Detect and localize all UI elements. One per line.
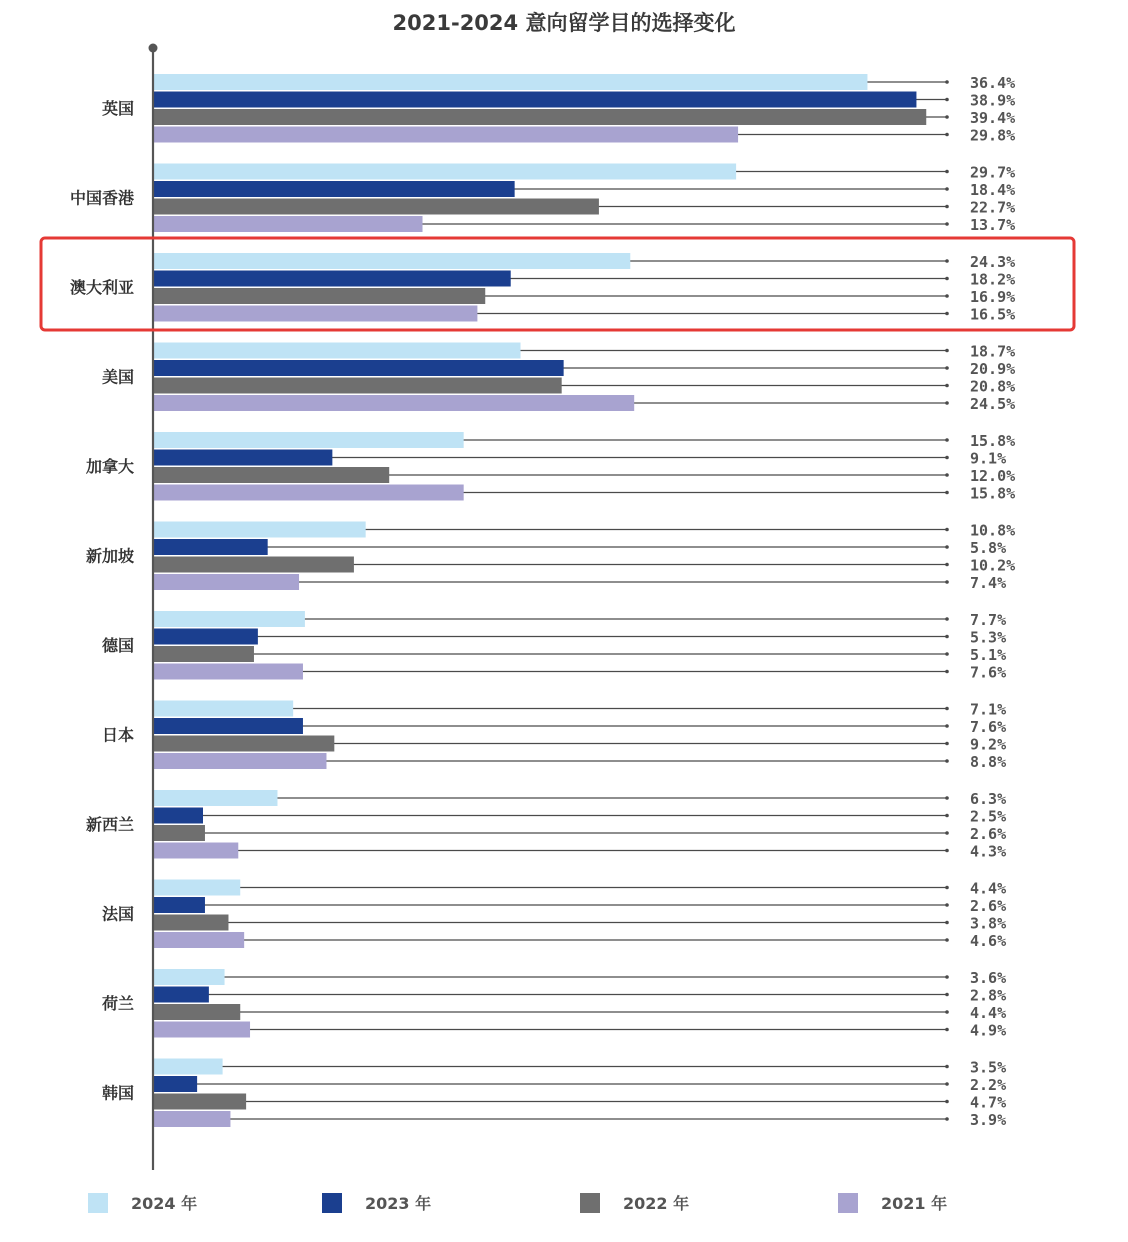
- value-label: 7.6%: [970, 718, 1007, 736]
- bar: [154, 629, 258, 645]
- leader-line-end: [945, 1117, 949, 1121]
- value-label: 39.4%: [970, 109, 1016, 127]
- value-label: 4.6%: [970, 932, 1007, 950]
- legend-label: 2023 年: [365, 1194, 432, 1213]
- category-label: 新西兰: [85, 815, 134, 834]
- value-label: 13.7%: [970, 216, 1016, 234]
- leader-line-end: [945, 903, 949, 907]
- bar: [154, 897, 205, 913]
- bar: [154, 395, 634, 411]
- bars: [154, 74, 926, 1127]
- leader-line-end: [945, 670, 949, 674]
- value-label: 2.6%: [970, 897, 1007, 915]
- value-label: 6.3%: [970, 790, 1007, 808]
- leader-line-end: [945, 652, 949, 656]
- value-label: 12.0%: [970, 467, 1016, 485]
- leader-line-end: [945, 312, 949, 316]
- bar: [154, 1004, 240, 1020]
- value-label: 3.8%: [970, 914, 1007, 933]
- bar: [154, 432, 464, 448]
- leader-line-end: [945, 975, 949, 979]
- category-label: 日本: [101, 725, 134, 745]
- value-label: 10.2%: [970, 556, 1016, 575]
- bar: [154, 109, 926, 125]
- value-label: 4.3%: [970, 842, 1007, 861]
- value-label: 38.9%: [970, 91, 1016, 110]
- bar: [154, 74, 867, 90]
- bar: [154, 522, 366, 538]
- value-label: 36.4%: [970, 74, 1016, 92]
- legend-label: 2021 年: [881, 1194, 948, 1213]
- value-label: 4.4%: [970, 879, 1007, 898]
- y-axis-cap: [149, 44, 158, 53]
- bar: [154, 271, 511, 287]
- value-label: 15.8%: [970, 432, 1016, 450]
- category-labels: [70, 99, 135, 1103]
- value-label: 20.8%: [970, 377, 1016, 396]
- leader-line-end: [945, 545, 949, 549]
- leader-line-end: [945, 635, 949, 639]
- legend: [88, 1193, 947, 1213]
- value-label: 29.8%: [970, 126, 1016, 145]
- leader-line-end: [945, 294, 949, 298]
- value-label: 3.5%: [970, 1058, 1007, 1077]
- value-label: 4.7%: [970, 1093, 1007, 1112]
- leader-line-end: [945, 277, 949, 281]
- value-label: 16.9%: [970, 288, 1016, 306]
- category-label: 新加坡: [85, 546, 134, 566]
- bar: [154, 574, 299, 590]
- value-label: 2.5%: [970, 807, 1007, 826]
- leader-line-end: [945, 831, 949, 835]
- legend-swatch: [838, 1193, 858, 1213]
- value-label: 3.6%: [970, 969, 1007, 987]
- leader-line-end: [945, 742, 949, 746]
- bar: [154, 485, 464, 501]
- value-labels: [970, 74, 1015, 1129]
- category-label: 澳大利亚: [69, 278, 134, 297]
- bar: [154, 915, 228, 931]
- leader-line-end: [945, 886, 949, 890]
- bar: [154, 467, 389, 483]
- bar: [154, 360, 564, 376]
- value-label: 18.4%: [970, 181, 1016, 199]
- leader-line-end: [945, 563, 949, 567]
- value-label: 4.4%: [970, 1004, 1007, 1022]
- value-label: 24.5%: [970, 395, 1016, 413]
- bar: [154, 199, 599, 215]
- bar: [154, 1059, 223, 1075]
- bar: [154, 288, 485, 304]
- legend-swatch: [88, 1193, 108, 1213]
- bar: [154, 343, 521, 359]
- value-label: 3.9%: [970, 1111, 1007, 1129]
- leader-line-end: [945, 222, 949, 226]
- bar: [154, 611, 305, 627]
- category-label: 荷兰: [101, 994, 134, 1013]
- value-label: 22.7%: [970, 198, 1016, 217]
- legend-label: 2022 年: [623, 1194, 690, 1213]
- bar: [154, 664, 303, 680]
- bar: [154, 92, 916, 108]
- value-label: 7.4%: [970, 574, 1007, 592]
- category-label: 中国香港: [69, 188, 134, 208]
- category-label: 加拿大: [85, 457, 134, 476]
- value-label: 5.1%: [970, 646, 1007, 664]
- bar: [154, 880, 240, 896]
- leader-line-end: [945, 366, 949, 370]
- value-label: 7.7%: [970, 611, 1007, 629]
- value-label: 15.8%: [970, 484, 1016, 503]
- leader-line-end: [945, 707, 949, 711]
- value-label: 10.8%: [970, 521, 1016, 540]
- leader-line-end: [945, 1065, 949, 1069]
- bar: [154, 1076, 197, 1092]
- leader-line-end: [945, 187, 949, 191]
- value-label: 9.1%: [970, 449, 1007, 468]
- leader-line-end: [945, 724, 949, 728]
- bar: [154, 1022, 250, 1038]
- leader-line-end: [945, 438, 949, 442]
- leader-line-end: [945, 115, 949, 119]
- leader-line-end: [945, 384, 949, 388]
- category-label: 韩国: [101, 1083, 134, 1103]
- leader-lines: [153, 80, 949, 1121]
- category-label: 美国: [101, 367, 134, 387]
- bar: [154, 736, 334, 752]
- legend-swatch: [322, 1193, 342, 1213]
- value-label: 18.7%: [970, 342, 1016, 361]
- bar: [154, 539, 268, 555]
- value-label: 2.8%: [970, 986, 1007, 1005]
- leader-line-end: [945, 401, 949, 405]
- bar: [154, 253, 630, 269]
- leader-line-end: [945, 133, 949, 137]
- category-label: 德国: [101, 636, 134, 655]
- bar: [154, 181, 515, 197]
- leader-line-end: [945, 205, 949, 209]
- value-label: 24.3%: [970, 253, 1016, 271]
- value-label: 5.8%: [970, 539, 1007, 557]
- bar: [154, 127, 738, 143]
- bar: [154, 825, 205, 841]
- value-label: 7.6%: [970, 663, 1007, 682]
- leader-line-end: [945, 921, 949, 925]
- leader-line-end: [945, 617, 949, 621]
- value-label: 7.1%: [970, 700, 1007, 719]
- bar: [154, 1094, 246, 1110]
- leader-line-end: [945, 1010, 949, 1014]
- bar: [154, 843, 238, 859]
- leader-line-end: [945, 170, 949, 174]
- bar: [154, 164, 736, 180]
- bar: [154, 557, 354, 573]
- leader-line-end: [945, 456, 949, 460]
- value-label: 2.2%: [970, 1076, 1007, 1094]
- legend-swatch: [580, 1193, 600, 1213]
- leader-line-end: [945, 849, 949, 853]
- bar: [154, 378, 562, 394]
- bar: [154, 987, 209, 1003]
- bar: [154, 646, 254, 662]
- bar: [154, 718, 303, 734]
- leader-line-end: [945, 759, 949, 763]
- value-label: 2.6%: [970, 825, 1007, 843]
- leader-line-end: [945, 1082, 949, 1086]
- value-label: 20.9%: [970, 360, 1016, 378]
- chart-title: 2021-2024 意向留学目的选择变化: [392, 11, 736, 35]
- leader-line-end: [945, 473, 949, 477]
- value-label: 8.8%: [970, 753, 1007, 771]
- leader-line-end: [945, 814, 949, 818]
- bar: [154, 969, 225, 985]
- value-label: 4.9%: [970, 1021, 1007, 1040]
- bar: [154, 790, 277, 806]
- value-label: 18.2%: [970, 270, 1016, 289]
- bar: [154, 450, 332, 466]
- leader-line-end: [945, 796, 949, 800]
- leader-line-end: [945, 349, 949, 353]
- category-label: 英国: [101, 99, 134, 118]
- bar: [154, 753, 326, 769]
- bar: [154, 932, 244, 948]
- leader-line-end: [945, 491, 949, 495]
- category-label: 法国: [101, 904, 134, 924]
- leader-line-end: [945, 80, 949, 84]
- bar: [154, 701, 293, 717]
- leader-line-end: [945, 259, 949, 263]
- leader-line-end: [945, 580, 949, 584]
- bar: [154, 1111, 230, 1127]
- bar: [154, 306, 477, 322]
- leader-line-end: [945, 1100, 949, 1104]
- leader-line-end: [945, 938, 949, 942]
- bar: [154, 216, 423, 232]
- value-label: 16.5%: [970, 305, 1016, 324]
- value-label: 9.2%: [970, 735, 1007, 754]
- legend-label: 2024 年: [131, 1194, 198, 1213]
- leader-line-end: [945, 528, 949, 532]
- value-label: 5.3%: [970, 628, 1007, 647]
- bar: [154, 808, 203, 824]
- leader-line-end: [945, 1028, 949, 1032]
- value-label: 29.7%: [970, 163, 1016, 182]
- leader-line-end: [945, 993, 949, 997]
- leader-line-end: [945, 98, 949, 102]
